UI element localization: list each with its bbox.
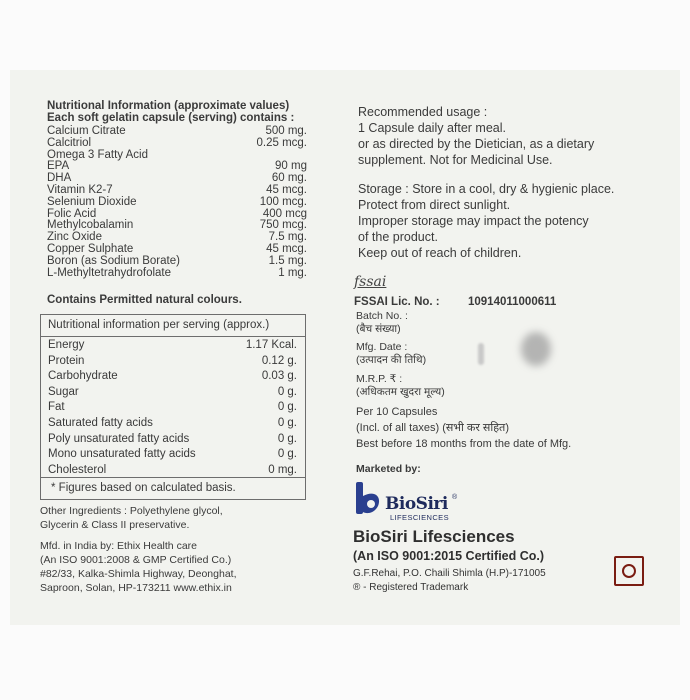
ingredient-name: Methylcobalamin	[47, 219, 134, 232]
storage-line: Improper storage may impact the potency	[358, 214, 589, 228]
table-row	[48, 339, 297, 355]
row-value: 1.17 Kcal.	[245, 339, 297, 351]
nutrition-table	[40, 314, 306, 500]
fssai-logo: fssai	[354, 274, 387, 290]
ingredient-value: 45 mcg.	[266, 183, 307, 196]
batch-block	[356, 310, 408, 336]
manufacturer-address-1: #82/33, Kalka-Shimla Highway, Deonghat,	[40, 568, 237, 580]
ingredient-value: 100 mcg.	[259, 195, 307, 208]
usage-line: supplement. Not for Medicinal Use.	[358, 153, 553, 167]
nutrition-subtitle: Each soft gelatin capsule (serving) contains :	[47, 112, 295, 124]
table-row	[48, 448, 297, 464]
ingredient-name: L-Methyltetrahydrofolate	[47, 266, 172, 279]
usage-block	[358, 104, 594, 168]
fssai-number: 10914011000611	[468, 296, 557, 308]
usage-heading: Recommended usage :	[358, 105, 488, 119]
ingredient-value: 500 mg.	[265, 125, 307, 137]
ingredient-name: DHA	[47, 172, 72, 185]
storage-line: of the product.	[358, 230, 438, 244]
ingredient-name: Selenium Dioxide	[47, 195, 137, 208]
table-row	[48, 433, 297, 449]
storage-block	[358, 181, 614, 261]
batch-label: Batch No. :	[356, 310, 408, 322]
row-value: 0 g.	[277, 416, 297, 429]
company-name: BioSiri Lifesciences	[353, 527, 515, 546]
registered-trademark	[353, 582, 468, 593]
table-footnote: * Figures based on calculated basis.	[41, 477, 305, 494]
ingredient-value: 400 mcg	[262, 207, 307, 220]
row-label: Sugar	[48, 385, 79, 398]
row-label: Fat	[48, 401, 65, 414]
biosiri-logo-mark	[354, 476, 384, 520]
table-row	[48, 370, 297, 386]
row-label: Energy	[48, 339, 85, 351]
mfg-label: Mfg. Date :	[356, 341, 408, 353]
row-value: 0 g.	[277, 401, 297, 414]
manufacturer-line-2: (An ISO 9001:2008 & GMP Certified Co.)	[40, 554, 232, 566]
print-smudge	[478, 343, 484, 365]
manufacturer-line-1: Mfd. in India by: Ethix Health care	[40, 540, 197, 552]
row-value: 0 g.	[277, 448, 297, 461]
table-header: Nutritional information per serving (approx.)	[41, 315, 305, 337]
registered-trademark-text: - Registered Trademark	[363, 582, 469, 593]
mfg-label-hindi: (उत्पादन की तिथि)	[356, 354, 427, 366]
ingredient-name: Vitamin K2-7	[47, 183, 113, 196]
other-ingredients-line-2: Glycerin & Class II preservative.	[40, 519, 190, 531]
table-row	[48, 417, 297, 433]
ingredient-value: 60 mg.	[271, 172, 307, 185]
batch-label-hindi: (बैच संख्या)	[356, 323, 401, 335]
usage-line: or as directed by the Dietician, as a dietary	[358, 137, 595, 151]
recycle-stamp-icon	[614, 556, 644, 586]
row-label: Cholesterol	[48, 463, 107, 476]
taxes-note: (Incl. of all taxes) (सभी कर सहित)	[356, 422, 509, 434]
ingredient-value: 45 mcg.	[266, 242, 307, 255]
marketed-by: Marketed by:	[356, 463, 421, 475]
biosiri-logo-subtitle: LIFESCIENCES	[390, 513, 449, 522]
ingredient-value: 750 mcg.	[259, 219, 307, 232]
ingredient-name: Zinc Oxide	[47, 231, 102, 244]
row-label: Protein	[48, 354, 85, 367]
other-ingredients-line-1: Other Ingredients : Polyethylene glycol,	[40, 505, 223, 517]
ingredient-name: Calcium Citrate	[47, 125, 126, 137]
mfg-block	[356, 341, 426, 367]
biosiri-logo-text: BioSiri	[385, 494, 448, 514]
storage-line: Protect from direct sunlight.	[358, 198, 511, 212]
print-smudge	[521, 332, 551, 366]
mrp-label-hindi: (अधिकतम खुदरा मूल्य)	[356, 386, 445, 398]
ingredient-name: EPA	[47, 160, 70, 173]
colours-note: Contains Permitted natural colours.	[47, 294, 242, 306]
fssai-label: FSSAI Lic. No. :	[354, 296, 440, 308]
table-row	[48, 386, 297, 402]
row-value: 0 g.	[277, 385, 297, 398]
row-value: 0.12 g.	[261, 354, 297, 367]
ingredient-value: 90 mg	[275, 160, 307, 173]
ingredient-row	[47, 268, 307, 280]
ingredient-row	[47, 150, 307, 162]
row-value: 0 g.	[277, 432, 297, 445]
row-label: Saturated fatty acids	[48, 416, 153, 429]
ingredient-value: 1 mg.	[278, 266, 307, 279]
table-row	[48, 401, 297, 417]
row-label: Poly unsaturated fatty acids	[48, 432, 190, 445]
ingredient-name: Copper Sulphate	[47, 242, 134, 255]
ingredient-row	[47, 161, 307, 173]
ingredient-name: Omega 3 Fatty Acid	[47, 148, 148, 161]
manufacturer-address-2: Saproon, Solan, HP-173211 www.ethix.in	[40, 582, 232, 594]
ingredient-value: 1.5 mg.	[268, 254, 307, 267]
ingredient-name: Calcitriol	[47, 136, 92, 149]
price-block	[356, 404, 571, 452]
storage-line: Keep out of reach of children.	[358, 246, 522, 260]
company-address: G.F.Rehai, P.O. Chaili Shimla (H.P)-171005	[353, 568, 546, 579]
ingredient-list	[47, 126, 307, 279]
registered-symbol: ®	[353, 582, 361, 593]
row-value: 0 mg.	[268, 463, 297, 476]
ingredient-name: Boron (as Sodium Borate)	[47, 254, 180, 267]
mrp-block	[356, 373, 445, 399]
row-label: Carbohydrate	[48, 370, 118, 383]
usage-line: 1 Capsule daily after meal.	[358, 121, 506, 135]
storage-line: Storage : Store in a cool, dry & hygienic place.	[358, 182, 615, 196]
ingredient-value: 0.25 mcg.	[256, 136, 307, 149]
row-label: Mono unsaturated fatty acids	[48, 448, 196, 461]
logo-registered-mark: ®	[452, 494, 458, 501]
mrp-label: M.R.P. ₹ :	[356, 373, 403, 385]
ingredient-name: Folic Acid	[47, 207, 97, 220]
row-value: 0.03 g.	[261, 370, 297, 383]
ingredient-value: 7.5 mg.	[268, 231, 307, 244]
per-capsules: Per 10 Capsules	[356, 406, 438, 418]
nutrition-title: Nutritional Information (approximate values)	[47, 100, 290, 112]
best-before: Best before 18 months from the date of Mfg.	[356, 438, 572, 450]
table-row	[48, 355, 297, 371]
company-iso: (An ISO 9001:2015 Certified Co.)	[353, 549, 545, 563]
